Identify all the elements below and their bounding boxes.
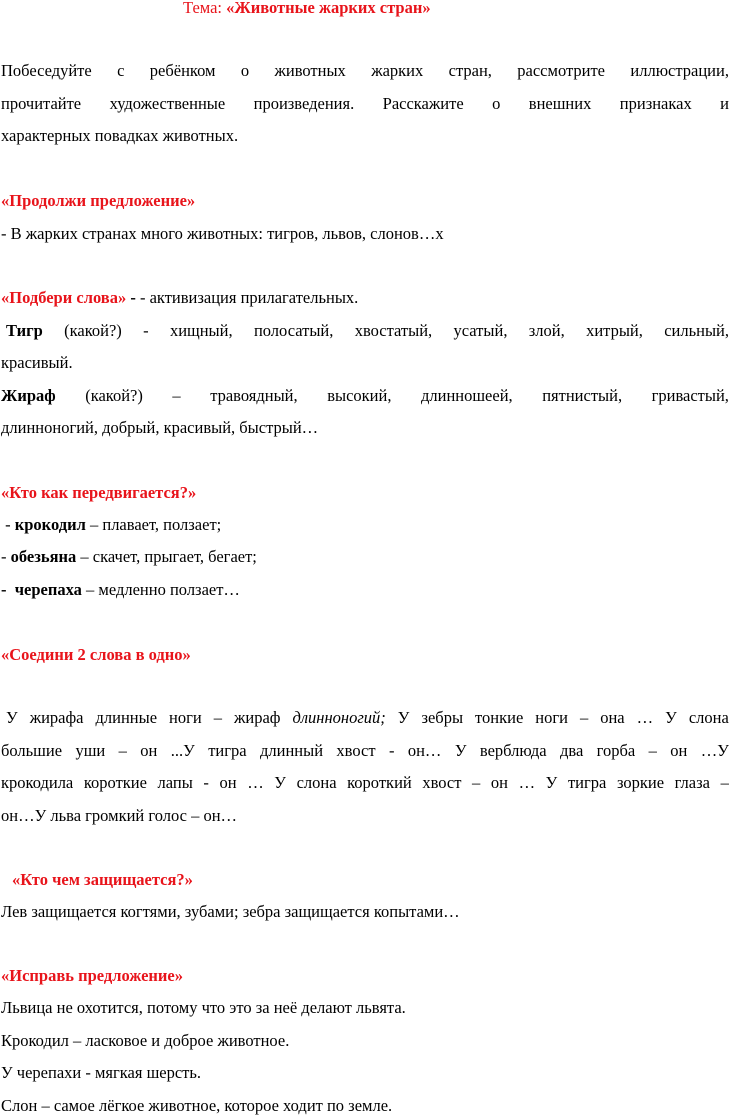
word: У [397,708,410,727]
fix-sentence-2: Крокодил – ласковое и доброе животное. [1,1031,290,1050]
word: стран, [448,61,492,80]
word: ...У [170,741,195,760]
movement-item-2: - обезьяна – скачет, прыгает, бегает; [1,547,257,566]
heading-pick-words: «Подбери слова» [1,288,127,307]
word: - [203,773,209,792]
word: слона [688,708,729,727]
word: признаках [619,94,692,113]
word: … [247,773,264,792]
word: усатый, [453,321,508,340]
word: гривастый, [651,386,729,405]
word: жирафа [29,708,84,727]
continue-sentence-text: - В жарких странах много животных: тигров, львов, слонов…х [1,224,444,243]
fix-sentence-4: Слон – самое лёгкое животное, которое ходит по земле. [1,1096,393,1115]
word: – [118,741,127,760]
heading-pick-words-row [1,288,729,308]
word: короткие [83,773,147,792]
word: жираф [233,708,281,727]
word: верблюда [479,741,547,760]
word: внешних [528,94,592,113]
word: тигра [567,773,607,792]
word: У [274,773,286,792]
word: хвост [422,773,462,792]
tiger-line-2: красивый. [1,353,73,372]
movement-item-1: - крокодил – плавает, ползает; [1,515,222,534]
word: травоядный, [210,386,298,405]
word: животных [274,61,346,80]
italic-answer: длинноногий; [292,708,386,727]
word: она [600,708,625,727]
word: … [518,773,536,792]
word: хитрый, [586,321,643,340]
word: (какой?) [64,321,122,340]
word: рассмотрите [517,61,606,80]
giraffe-line-1 [1,386,729,406]
pick-words-tail: - - активизация прилагательных. [126,288,359,307]
word: лапы [157,773,193,792]
fix-sentence-1: Львица не охотится, потому что это за неё делают львята. [1,998,406,1017]
word: высокий, [327,386,392,405]
word: У [6,708,18,727]
word: произведения. [253,94,355,113]
word: и [720,94,729,113]
word: - [388,741,395,760]
intro-line-1 [1,61,729,81]
word: крокодила [1,773,74,792]
word: тигра [208,741,247,760]
word: ноги [169,708,202,727]
word: зоркие [616,773,665,792]
word: сильный, [664,321,729,340]
heading-join-words: «Соедини 2 слова в одно» [1,645,191,664]
word: … [636,708,654,727]
word: с [117,61,125,80]
join-words-line-3 [1,773,729,793]
word: У [545,773,558,792]
join-words-line-1 [1,708,729,728]
word: он… [407,741,442,760]
heading-movement: «Кто как передвигается?» [1,483,197,502]
word: короткий [347,773,412,792]
word: - [143,321,149,340]
word: слона [296,773,337,792]
giraffe-line-2: длинноногий, добрый, красивый, быстрый… [1,418,319,437]
word: глаза [674,773,710,792]
word: он [140,741,158,760]
heading-fix-sentence: «Исправь предложение» [1,966,183,985]
word: длинные [95,708,158,727]
word: хищный, [169,321,233,340]
tiger-line-1 [1,321,729,341]
word: длинный [259,741,324,760]
word: горба [596,741,636,760]
word: полосатый, [253,321,334,340]
word: – [172,386,181,405]
word: Побеседуйте [1,61,92,80]
word: Расскажите [382,94,464,113]
word: У [454,741,467,760]
word: (какой?) [85,386,143,405]
word: он [670,741,688,760]
word: ноги [535,708,568,727]
word: о [492,94,501,113]
giraffe-word: Жираф [1,386,56,405]
join-words-line-4: он…У льва громкий голос – он… [1,806,238,825]
tiger-word: Тигр [6,321,43,340]
join-words-line-2 [1,741,729,761]
word: хвост [336,741,376,760]
word: злой, [528,321,565,340]
word: зебры [421,708,464,727]
page-title: Тема: «Животные жарких стран» [183,0,431,17]
word: – [720,773,729,792]
word: жарких [371,61,424,80]
word: …У [700,741,729,760]
word: – [579,708,589,727]
word: художественные [109,94,226,113]
word: тонкие [475,708,524,727]
word: – [213,708,222,727]
word: большие [1,741,63,760]
intro-line-3: характерных повадках животных. [1,126,239,145]
word: он [490,773,508,792]
word: ребёнком [149,61,216,80]
fix-sentence-3: У черепахи - мягкая шерсть. [1,1063,202,1082]
word: уши [75,741,106,760]
word: о [240,61,250,80]
word: длинношеей, [420,386,513,405]
word: У [665,708,677,727]
word: два [559,741,584,760]
word: пятнистый, [542,386,623,405]
word: иллюстрации, [630,61,729,80]
word: он [219,773,237,792]
heading-continue-sentence: «Продолжи предложение» [1,191,196,210]
word: – [648,741,657,760]
word: – [472,773,481,792]
defense-text: Лев защищается когтями, зубами; зебра защищается копытами… [1,902,460,921]
heading-defense: «Кто чем защищается?» [12,870,193,889]
movement-item-3: - черепаха – медленно ползает… [1,580,240,599]
intro-line-2 [1,94,729,114]
word: хвостатый, [354,321,433,340]
word: прочитайте [1,94,82,113]
